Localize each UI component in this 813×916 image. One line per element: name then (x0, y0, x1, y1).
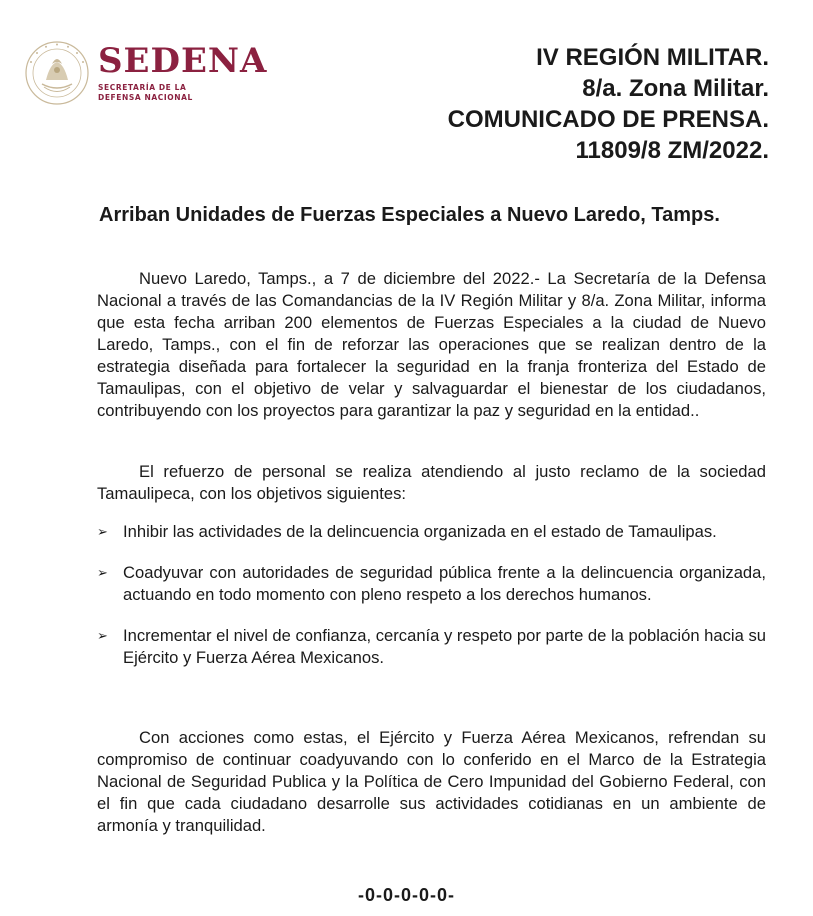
list-item-text: Inhibir las actividades de la delincuencia organizada en el estado de Tamaulipas. (123, 522, 717, 541)
paragraph-closing: Con acciones como estas, el Ejército y Fuerza Aérea Mexicanos, refrendan su compromiso de continuar coadyuvando con lo conferido en el Marco de la Estrategia Nacional de Seguridad Publica y la Política de Cero Impunidad del Gobierno Federal, con el fin que cada ciudadano desarrolle sus actividades cotidianas en un ambiente de armonía y tranquilidad. (97, 728, 766, 835)
end-of-document-mark: -0-0-0-0-0- (357, 885, 456, 905)
list-item-text: Incrementar el nivel de confianza, cercanía y respeto por parte de la población hacia su Ejército y Fuerza Aérea Mexicanos. (123, 626, 766, 667)
brand-subtitle-line1: SECRETARÍA DE LA (98, 83, 187, 92)
arrow-bullet-icon: ➢ (97, 524, 108, 539)
list-item (97, 562, 766, 606)
arrow-bullet-icon: ➢ (97, 628, 108, 643)
list-item (97, 521, 766, 543)
paragraph-intro: Nuevo Laredo, Tamps., a 7 de diciembre del 2022.- La Secretaría de la Defensa Nacional a través de las Comandancias de la IV Región Militar y 8/a. Zona Militar, informa que esta fecha arriban 200 elementos de Fuerzas Especiales a la ciudad de Nuevo Laredo, Tamps., con el fin de reforzar las operaciones que se realizan dentro de la estrategia diseñada para fortalecer la seguridad en la franja fronteriza del Estado de Tamaulipas, con el objetivo de velar y salvaguardar el bienestar de los ciudadanos, contribuyendo con los proyectos para garantizar la paz y seguridad en la entidad.. (97, 269, 766, 420)
header-doc-number: 11809/8 ZM/2022. (575, 137, 769, 164)
brand-subtitle-line2: DEFENSA NACIONAL (98, 93, 193, 102)
paragraph-objectives-lead: El refuerzo de personal se realiza atendiendo al justo reclamo de la sociedad Tamaulipeca, con los objetivos siguientes: (97, 462, 766, 503)
national-seal-icon (24, 40, 90, 106)
objectives-list (97, 521, 766, 688)
header-zone: 8/a. Zona Militar. (582, 75, 769, 102)
sedena-logo (24, 40, 267, 106)
press-release-title: Arriban Unidades de Fuerzas Especiales a Nuevo Laredo, Tamps. (99, 204, 720, 226)
list-item-text: Coadyuvar con autoridades de seguridad pública frente a la delincuencia organizada, actuando en todo momento con pleno respeto a los derechos humanos. (123, 563, 766, 604)
document-header (448, 42, 769, 166)
arrow-bullet-icon: ➢ (97, 565, 108, 580)
list-item (97, 625, 766, 669)
header-region: IV REGIÓN MILITAR. (536, 44, 769, 71)
brand-name: SEDENA (98, 41, 268, 81)
header-doc-type: COMUNICADO DE PRENSA. (447, 106, 769, 133)
